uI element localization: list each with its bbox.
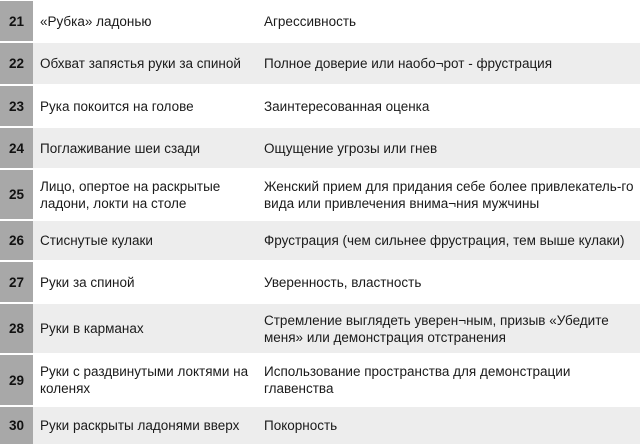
row-number: 26 bbox=[0, 221, 33, 260]
gesture-cell: Обхват запястья руки за спиной bbox=[33, 43, 255, 84]
meaning-cell: Уверенность, властность bbox=[255, 262, 640, 302]
table-row bbox=[0, 43, 640, 86]
table-row bbox=[0, 262, 640, 304]
gesture-cell: Лицо, опертое на раскрытые ладони, локти на столе bbox=[33, 170, 255, 219]
gesture-cell: Руки за спиной bbox=[33, 262, 255, 302]
table-row bbox=[0, 1, 640, 43]
meaning-cell: Женский прием для придания себе более привлекатель-го вида или привлечения внима¬ния мужчины bbox=[255, 170, 640, 219]
table-row bbox=[0, 355, 640, 407]
table-row bbox=[0, 86, 640, 128]
meaning-cell: Ощущение угрозы или гнев bbox=[255, 128, 640, 168]
row-number: 23 bbox=[0, 86, 33, 126]
row-number: 30 bbox=[0, 407, 33, 444]
gesture-cell: Руки раскрыты ладонями вверх bbox=[33, 407, 255, 444]
gesture-cell: Руки в карманах bbox=[33, 304, 255, 353]
gesture-cell: Поглаживание шеи сзади bbox=[33, 128, 255, 168]
table-row bbox=[0, 170, 640, 221]
meaning-cell: Фрустрация (чем сильнее фрустрация, тем выше кулаки) bbox=[255, 221, 640, 260]
row-number: 29 bbox=[0, 355, 33, 405]
table-row bbox=[0, 407, 640, 446]
row-number: 22 bbox=[0, 43, 33, 84]
gesture-cell: «Рубка» ладонью bbox=[33, 1, 255, 41]
meaning-cell: Стремление выглядеть уверен¬ным, призыв «Убедите меня» или демонстрация отстранения bbox=[255, 304, 640, 353]
row-number: 21 bbox=[0, 1, 33, 41]
meaning-cell: Заинтересованная оценка bbox=[255, 86, 640, 126]
gesture-cell: Рука покоится на голове bbox=[33, 86, 255, 126]
row-number: 27 bbox=[0, 262, 33, 302]
meaning-cell: Покорность bbox=[255, 407, 640, 444]
table-row bbox=[0, 128, 640, 170]
table-row bbox=[0, 304, 640, 355]
row-number: 24 bbox=[0, 128, 33, 168]
meaning-cell: Полное доверие или наобо¬рот - фрустрация bbox=[255, 43, 640, 84]
table-row bbox=[0, 221, 640, 262]
row-number: 28 bbox=[0, 304, 33, 353]
row-number: 25 bbox=[0, 170, 33, 219]
gesture-cell: Стиснутые кулаки bbox=[33, 221, 255, 260]
meaning-cell: Агрессивность bbox=[255, 1, 640, 41]
meaning-cell: Использование пространства для демонстрации главенства bbox=[255, 355, 640, 405]
gesture-cell: Руки с раздвинутыми локтями на коленях bbox=[33, 355, 255, 405]
